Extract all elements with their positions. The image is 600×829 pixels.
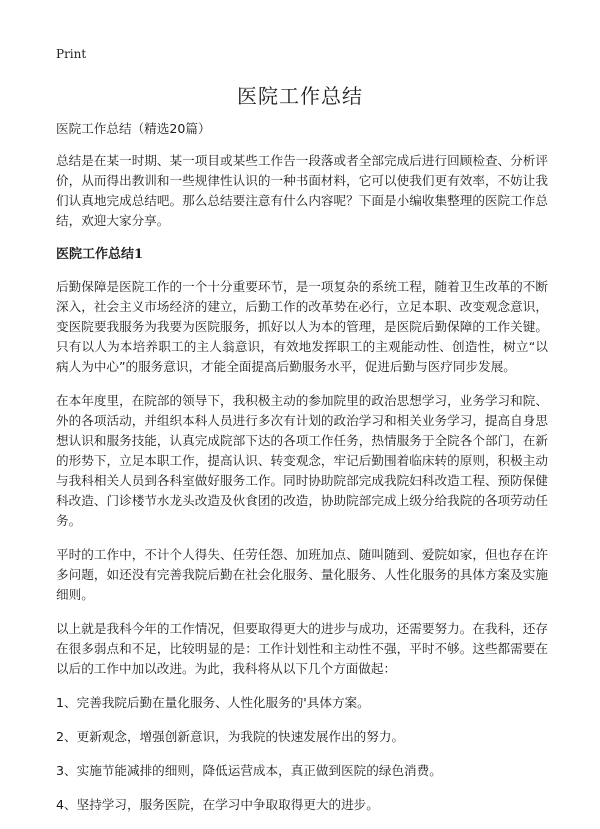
list-item: 4、坚持学习，服务医院，在学习中争取取得更大的进步。 bbox=[56, 797, 379, 812]
list-item: 1、完善我院后勤在量化服务、人性化服务的'具体方案。 bbox=[56, 695, 370, 710]
article-body bbox=[56, 119, 548, 829]
intro-paragraph: 总结是在某一时期、某一项目或某些工作告一段落或者全部完成后进行回顾检查、分析评价，从而得出教训和一些规律性认识的一种书面材料，它可以使我们更有效率，不妨让我们认真地完成总结吧。那么总结要注意有什么内容呢？下面是小编收集整理的医院工作总结，欢迎大家分享。 bbox=[56, 153, 548, 228]
list-item: 3、实施节能减排的细则，降低运营成本，真正做到医院的绿色消费。 bbox=[56, 763, 442, 778]
body-paragraph: 在本年度里，在院部的领导下，我积极主动的参加院里的政治思想学习，业务学习和院、外的各项活动，并组织本科人员进行多次有计划的政治学习和相关业务学习，提高自身思想认识和服务技能，认真完成院部下达的各项工作任务，热情服务于全院各个部门，在新的形势下，立足本职工作，提高认识、转变观念，牢记后勤围着临床转的原则，积极主动与我科相关人员到各科室做好服务工作。同时协助院部完成我院妇科改造工程、预防保健科改造、门诊楼节水龙头改造及伙食团的改造，协助院部完成上级分给我院的各项劳动任务。 bbox=[56, 393, 548, 528]
list-item: 2、更新观念，增强创新意识，为我院的快速发展作出的努力。 bbox=[56, 729, 405, 744]
body-paragraph: 后勤保障是医院工作的一个十分重要环节，是一项复杂的系统工程，随着卫生改革的不断深入，社会主义市场经济的建立，后勤工作的改革势在必行，立足本职、改变观念意识，变医院要我服务为我要为医院服务，抓好以人为本的管理，是医院后勤保障的工作关键。只有以人为本培养职工的主人翁意识，有效地发挥职工的主观能动性、创造性，树立“以病人为中心”的服务意识，才能全面提高后勤服务水平，促进后勤与医疗同步发展。 bbox=[56, 279, 548, 374]
article-subtitle: 医院工作总结（精选20篇） bbox=[56, 121, 211, 136]
body-paragraph: 以上就是我科今年的工作情况，但要取得更大的进步与成功，还需要努力。在我科，还存在很多弱点和不足，比较明显的是：工作计划性和主动性不强，平时不够。这些都需要在以后的工作中加以改进。为此，我科将从以下几个方面做起： bbox=[56, 621, 548, 676]
body-paragraph: 平时的工作中，不计个人得失、任劳任怨、加班加点、随叫随到、爱院如家，但也存在许多问题，如还没有完善我院后勤在社会化服务、量化服务、人性化服务的具体方案及实施细则。 bbox=[56, 547, 548, 602]
print-link[interactable]: Print bbox=[56, 47, 87, 61]
page-title: 医院工作总结 bbox=[237, 84, 363, 108]
section-heading: 医院工作总结1 bbox=[56, 247, 144, 262]
